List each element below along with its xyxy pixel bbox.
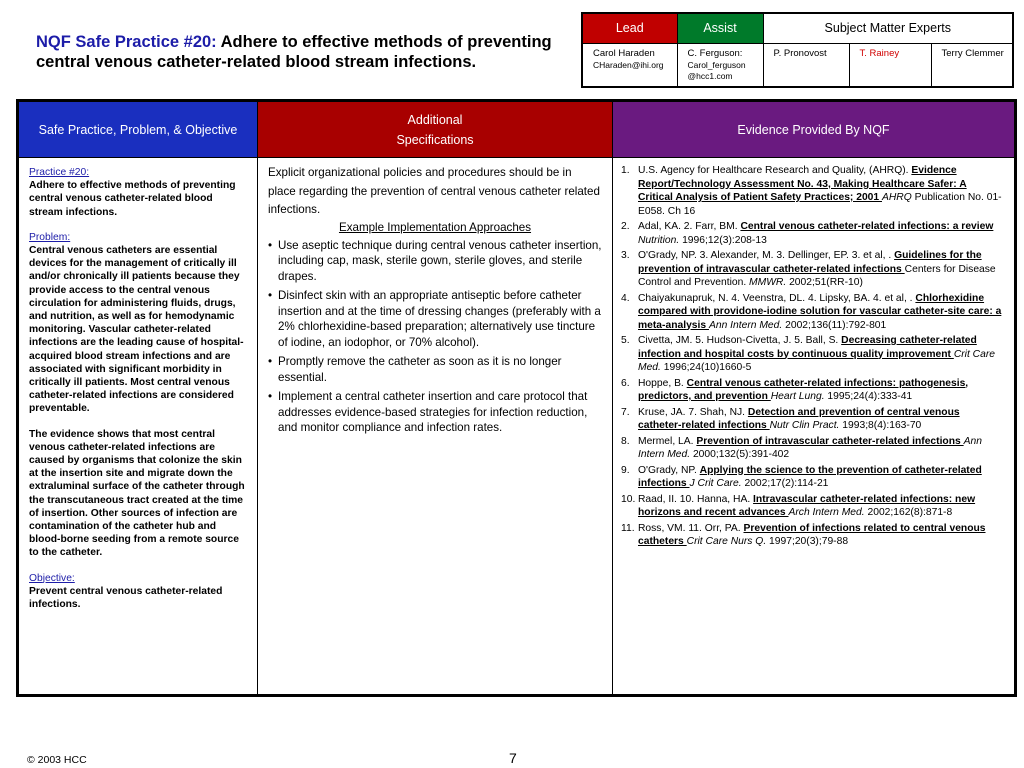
reference-journal: Nutr Clin Pract. xyxy=(769,420,840,431)
objective-text: Prevent central venous catheter-related infections. xyxy=(29,585,223,611)
reference-number: 8. xyxy=(621,435,630,447)
reference-journal: AHRQ xyxy=(882,192,912,203)
reference-authors: O'Grady, NP. xyxy=(638,464,700,476)
reference-number: 1. xyxy=(621,165,630,176)
evidence-text: The evidence shows that most central venous catheter-related infections are caused by organisms that colonize the skin at the insertion site and migrate down the extraluminal surface of the catheter through the transcutaneous tract created at the time of insertion. Other sources of infection are contamination of the catheter hub and blood-borne seeding from a remote source to the catheter. xyxy=(29,428,245,559)
reference-number: 5. xyxy=(621,335,630,346)
reference-number: 3. xyxy=(621,250,630,261)
assist-email: Carol_ferguson @hcc1.com xyxy=(687,59,746,81)
reference-journal: Arch Intern Med. xyxy=(788,507,865,518)
reference-journal: Heart Lung. xyxy=(770,391,825,402)
reference-details: Centers for Disease Control and Prevention. xyxy=(638,263,996,288)
reference-journal: Crit Care Nurs Q. xyxy=(686,536,767,547)
evidence-column xyxy=(613,158,1016,696)
reference-authors: Adal, KA. 2. Farr, BM. xyxy=(638,221,741,232)
lead-header: Lead xyxy=(582,13,677,43)
col2-header xyxy=(258,101,613,158)
reference-title: Chlorhexidine compared with providone-iodine solution for vascular catheter-site care: a meta-analysis xyxy=(638,292,1002,331)
reference-title: Decreasing catheter-related infection and hospital costs by continuous quality improvement xyxy=(638,335,977,360)
title-prefix: NQF Safe Practice #20: xyxy=(36,33,217,51)
reference-item xyxy=(621,249,1004,290)
reference-authors: Hoppe, B. xyxy=(638,377,687,389)
reference-authors: U.S. Agency for Healthcare Research and Quality, (AHRQ). xyxy=(638,165,912,176)
references-list xyxy=(621,164,1004,549)
reference-title: Central venous catheter-related infections: pathogenesis, predictors, and prevention xyxy=(638,377,969,402)
reference-item xyxy=(621,435,1004,462)
specifications-column xyxy=(258,158,613,696)
list-item: • Use aseptic technique during central venous catheter insertion, including cap, mask, sterile gown, sterile gloves, and sterile drapes. xyxy=(268,238,602,285)
reference-details: 2002;136(11):792-801 xyxy=(782,319,887,331)
footer-copyright: © 2003 HCC xyxy=(27,754,87,766)
col2-header-line2: Specifications xyxy=(396,132,474,147)
approaches-list xyxy=(268,238,602,436)
experts-header: Subject Matter Experts xyxy=(763,13,1013,43)
practice-text: Adhere to effective methods of preventing central venous catheter-related blood stream infections. xyxy=(29,180,236,218)
reference-details: 1993;8(4):163-70 xyxy=(839,420,922,431)
reference-details: Publication No. 01-E058. Ch 16 xyxy=(638,192,1002,217)
assist-cell xyxy=(677,43,763,87)
reference-number: 10. xyxy=(621,493,636,505)
reference-details: 1996;12(3):208-13 xyxy=(679,234,767,246)
reference-details: 2000;132(5):391-402 xyxy=(690,449,790,460)
reference-authors: Mermel, LA. xyxy=(638,435,697,447)
examples-title: Example Implementation Approaches xyxy=(338,220,532,234)
reference-journal: Ann Intern Med. xyxy=(708,319,783,331)
reference-title: Applying the science to the prevention of catheter-related infections xyxy=(638,464,982,489)
reference-title: Prevention of intravascular catheter-related infections xyxy=(696,435,964,447)
reference-item xyxy=(621,220,1004,247)
reference-title: Intravascular catheter-related infections: new horizons and recent advances xyxy=(638,493,976,518)
reference-authors: Chaiyakunapruk, N. 4. Veenstra, DL. 4. Lipsky, BA. 4. et al, . xyxy=(638,292,916,304)
objective-label: Objective: xyxy=(29,572,75,584)
lead-email: CHaraden@ihi.org xyxy=(593,59,664,70)
reference-number: 2. xyxy=(621,221,630,232)
problem-text: Central venous catheters are essential devices for the management of critically ill and/or chronically ill patients because they provide access to the central venous circulation for administering fluids, drugs, and nutrition, as well as for hemodynamic monitoring. Vascular catheter-related infections are the leading cause of hospital-acquired blood stream infections and are associated with significant morbidity in critically ill patients. Most central venous catheter-related infections are considered preventable. xyxy=(29,245,244,415)
expert-cell: Terry Clemmer xyxy=(931,43,1013,87)
specifications-intro: Explicit organizational policies and procedures should be in place regarding the prevention of central venous catheter related infections. xyxy=(268,166,600,216)
reference-title: Evidence Report/Technology Assessment No. 43, Making Healthcare Safer: A Critical Analysis of Patient Safety Practices; 2001 xyxy=(638,165,967,203)
reference-authors: Raad, II. 10. Hanna, HA. xyxy=(638,493,754,505)
reference-number: 7. xyxy=(621,406,630,418)
page-title xyxy=(36,32,556,72)
reference-details: 1995;24(4):333-41 xyxy=(824,391,913,402)
practice-column xyxy=(18,158,258,696)
reference-number: 9. xyxy=(621,464,630,476)
reference-details: 2002;17(2):114-21 xyxy=(741,478,829,489)
col1-header: Safe Practice, Problem, & Objective xyxy=(18,101,258,158)
col3-header: Evidence Provided By NQF xyxy=(613,101,1016,158)
reference-authors: O'Grady, NP. 3. Alexander, M. 3. Dellinger, EP. 3. et al, . xyxy=(638,250,895,261)
col2-header-line1: Additional xyxy=(407,112,463,127)
reference-item xyxy=(621,406,1004,433)
reference-item xyxy=(621,522,1004,549)
reference-title: Guidelines for the prevention of intravascular catheter-related infections xyxy=(638,250,982,275)
list-item: • Promptly remove the catheter as soon as it is no longer essential. xyxy=(268,354,602,385)
reference-journal: MMWR. xyxy=(749,277,787,288)
reference-item xyxy=(621,464,1004,491)
reference-journal: J Crit Care. xyxy=(689,478,742,489)
reference-journal: Crit Care Med. xyxy=(638,348,996,373)
reference-journal: Nutrition. xyxy=(638,234,680,246)
reference-details: 1996;24(10)1660-5 xyxy=(660,362,752,373)
lead-cell xyxy=(582,43,677,87)
reference-authors: Kruse, JA. 7. Shah, NJ. xyxy=(638,406,748,418)
reference-details: 1997;20(3);79-88 xyxy=(766,536,849,547)
expert-cell: T. Rainey xyxy=(849,43,931,87)
reference-details: 2002;51(RR-10) xyxy=(786,277,863,288)
reference-title: Prevention of infections related to central venous catheters xyxy=(638,522,986,547)
reference-number: 11. xyxy=(621,522,635,534)
practice-label: Practice #20: xyxy=(29,167,90,178)
assist-name: C. Ferguson: xyxy=(687,47,743,59)
reference-number: 6. xyxy=(621,377,630,389)
reference-title: Central venous catheter-related infections: a review xyxy=(740,221,994,232)
reference-item xyxy=(621,292,1004,333)
title-text: Adhere to effective methods of preventing central venous catheter-related blood stream infections. xyxy=(36,33,552,71)
assist-header: Assist xyxy=(677,13,763,43)
problem-label: Problem: xyxy=(29,231,71,243)
sme-table xyxy=(581,12,1014,88)
page-number: 7 xyxy=(509,750,517,766)
reference-authors: Civetta, JM. 5. Hudson-Civetta, J. 5. Ball, S. xyxy=(638,335,842,346)
reference-title: Detection and prevention of central venous catheter-related infections xyxy=(638,406,960,431)
practice-table xyxy=(16,99,1017,697)
reference-journal: Ann Intern Med. xyxy=(638,435,982,460)
reference-number: 4. xyxy=(621,292,630,304)
reference-details: 2002;162(8):871-8 xyxy=(864,507,953,518)
reference-item xyxy=(621,334,1004,375)
list-item: • Disinfect skin with an appropriate antiseptic before catheter insertion and at the time of dressing changes (preferably with a 2% chlorhexidine-based preparation; alternatively use tincture of iodine, an iodophor, or 70% alcohol). xyxy=(268,288,602,350)
expert-cell: P. Pronovost xyxy=(763,43,849,87)
list-item: • Implement a central catheter insertion and care protocol that addresses evidence-based strategies for infection reduction, and monitor compliance and infection rates. xyxy=(268,389,602,436)
reference-authors: Ross, VM. 11. Orr, PA. xyxy=(638,522,744,534)
reference-item xyxy=(621,493,1004,520)
reference-item xyxy=(621,377,1004,404)
reference-item xyxy=(621,164,1004,218)
lead-name: Carol Haraden xyxy=(593,47,655,59)
